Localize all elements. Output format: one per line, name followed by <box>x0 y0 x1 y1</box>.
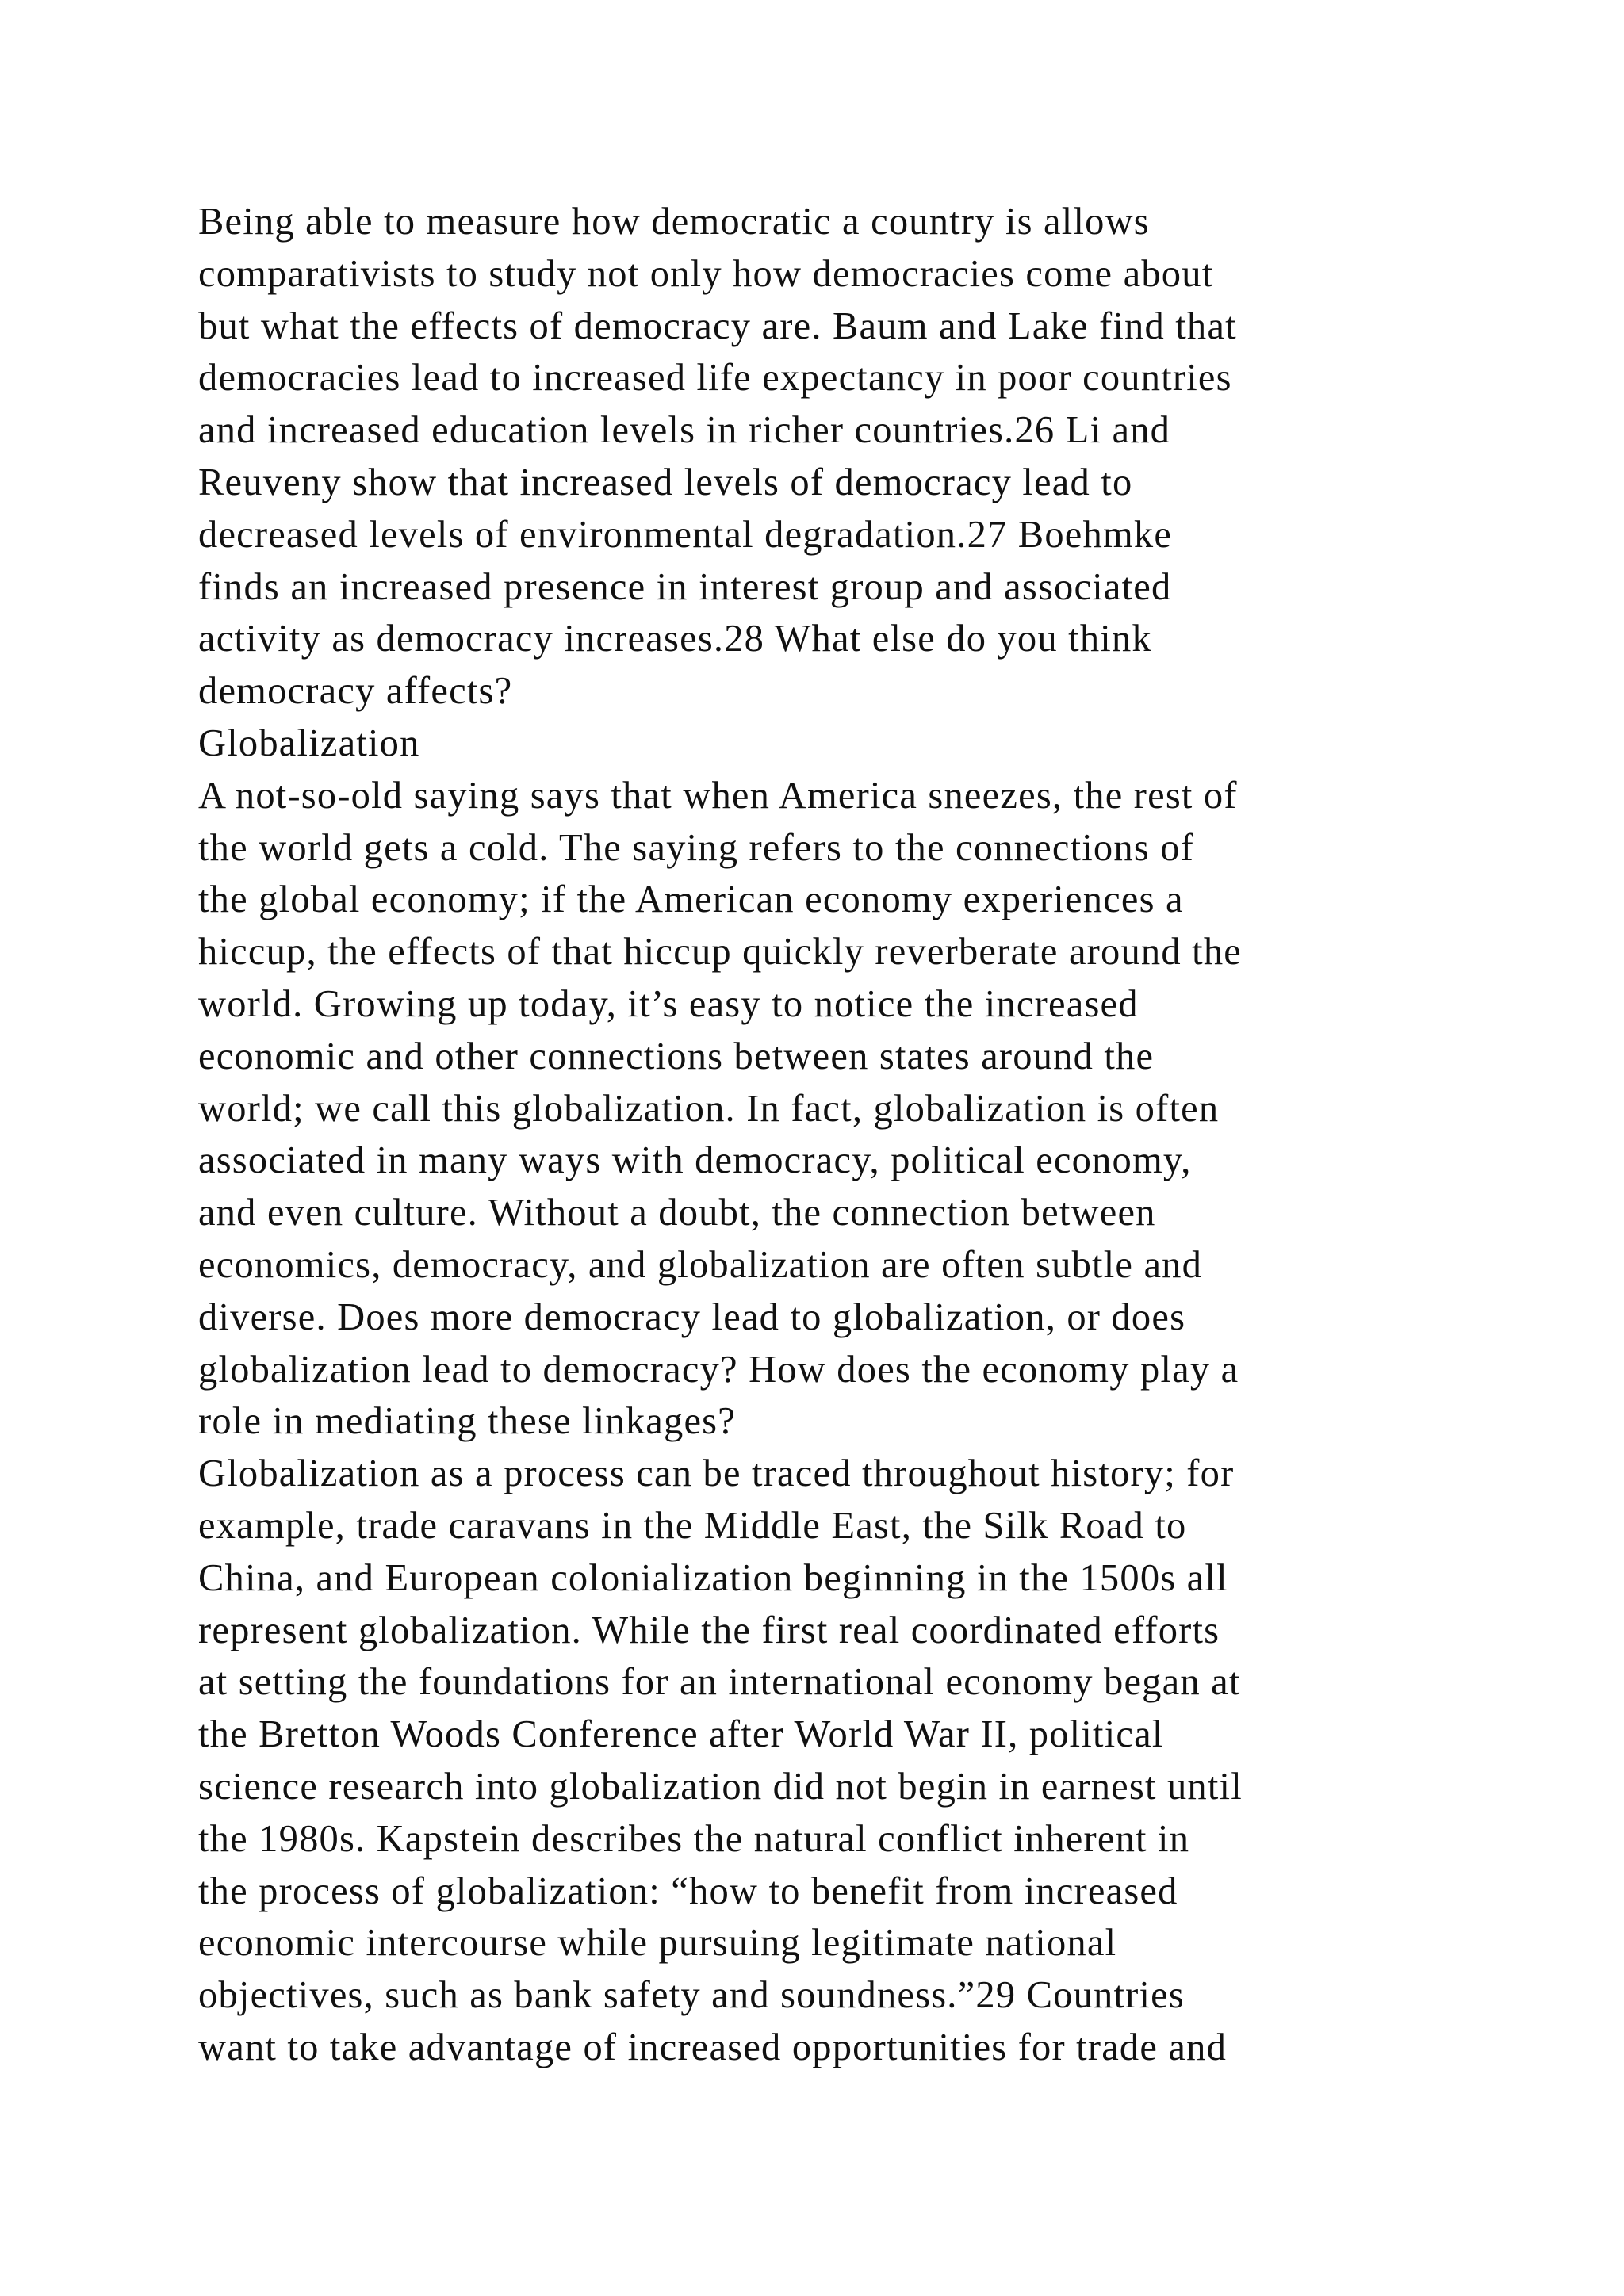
text-line: A not-so-old saying says that when America sneezes, the rest of <box>198 774 1238 817</box>
text-line: world. Growing up today, it’s easy to notice the increased <box>198 982 1139 1025</box>
text-line: want to take advantage of increased opportunities for trade and <box>198 2026 1228 2068</box>
text-line: economics, democracy, and globalization are often subtle and <box>198 1243 1203 1286</box>
text-line: economic and other connections between states around the <box>198 1035 1155 1077</box>
text-line: China, and European colonialization beginning in the 1500s all <box>198 1556 1228 1599</box>
text-line: activity as democracy increases.28 What else do you think <box>198 618 1152 660</box>
text-line: comparativists to study not only how democracies come about <box>198 252 1214 295</box>
text-line: economic intercourse while pursuing legitimate national <box>198 1922 1117 1965</box>
text-line: world; we call this globalization. In fact, globalization is often <box>198 1087 1220 1130</box>
text-line: the process of globalization: “how to benefit from increased <box>198 1869 1178 1912</box>
text-line: diverse. Does more democracy lead to globalization, or does <box>198 1295 1186 1338</box>
text-line: Reuveny show that increased levels of democracy lead to <box>198 461 1133 503</box>
text-line: and increased education levels in richer countries.26 Li and <box>198 409 1171 452</box>
text-line: science research into globalization did not begin in earnest until <box>198 1765 1243 1808</box>
text-line: finds an increased presence in interest group and associated <box>198 565 1172 608</box>
text-line: the world gets a cold. The saying refers to the connections of <box>198 826 1195 869</box>
text-line: example, trade caravans in the Middle East, the Silk Road to <box>198 1504 1187 1547</box>
text-line: associated in many ways with democracy, political economy, <box>198 1139 1192 1182</box>
text-line: Globalization as a process can be traced throughout history; for <box>198 1452 1235 1495</box>
body-text <box>198 196 1499 2074</box>
text-line: hiccup, the effects of that hiccup quickly reverberate around the <box>198 931 1243 974</box>
text-line: role in mediating these linkages? <box>198 1400 736 1443</box>
text-line: democracies lead to increased life expectancy in poor countries <box>198 357 1232 400</box>
text-line: decreased levels of environmental degradation.27 Boehmke <box>198 513 1173 556</box>
text-line: objectives, such as bank safety and soundness.”29 Countries <box>198 1974 1185 2017</box>
text-line: the global economy; if the American economy experiences a <box>198 878 1184 921</box>
text-line: the 1980s. Kapstein describes the natural conflict inherent in <box>198 1817 1190 1860</box>
text-line: Being able to measure how democratic a country is allows <box>198 201 1150 243</box>
text-line: but what the effects of democracy are. Baum and Lake find that <box>198 304 1237 347</box>
section-heading: Globalization <box>198 721 420 764</box>
text-line: globalization lead to democracy? How does the economy play a <box>198 1348 1239 1391</box>
text-line: at setting the foundations for an international economy began at <box>198 1661 1241 1704</box>
text-line: and even culture. Without a doubt, the connection between <box>198 1192 1156 1234</box>
text-line: represent globalization. While the first real coordinated efforts <box>198 1609 1220 1651</box>
text-line: democracy affects? <box>198 670 513 713</box>
text-line: the Bretton Woods Conference after World War II, political <box>198 1713 1164 1756</box>
